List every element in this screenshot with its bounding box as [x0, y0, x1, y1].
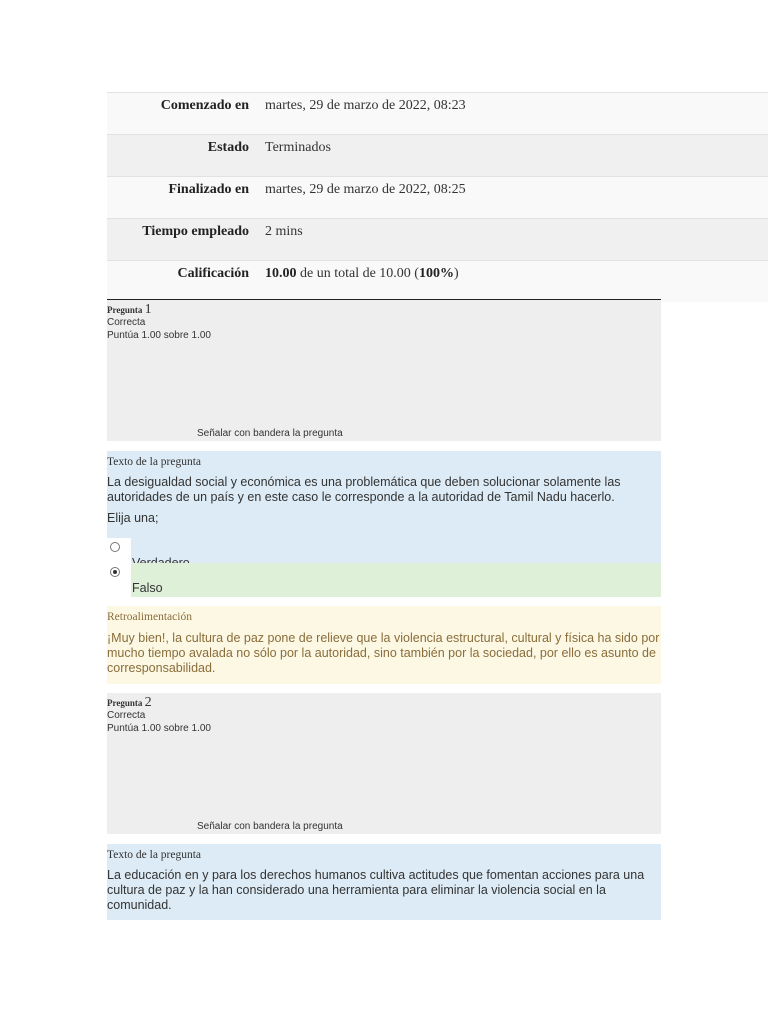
answer-prompt: Elija una;: [107, 511, 159, 525]
feedback-caption: Retroalimentación: [107, 611, 192, 623]
question-2-heading: [107, 697, 661, 709]
summary-row-grade: [107, 260, 768, 302]
question-points: Puntúa 1.00 sobre 1.00: [107, 330, 211, 341]
flag-question-link[interactable]: Señalar con bandera la pregunta: [197, 821, 343, 832]
attempt-summary-table: [107, 92, 768, 302]
question-status: Correcta: [107, 710, 146, 721]
question-1-heading: [107, 304, 661, 316]
summary-label: Tiempo empleado: [142, 224, 249, 239]
summary-value: martes, 29 de marzo de 2022, 08:25: [265, 182, 466, 197]
summary-row-finished: [107, 176, 768, 218]
question-word: Pregunta: [107, 305, 143, 315]
summary-value: Terminados: [265, 140, 331, 155]
grade-close: ): [453, 266, 459, 281]
summary-label: Estado: [207, 140, 249, 155]
radio-button-checked[interactable]: [110, 567, 120, 577]
question-2-text-block: [107, 844, 661, 920]
question-status: Correcta: [107, 317, 146, 328]
grade-total: de un total de 10.00 (: [296, 266, 419, 281]
question-1-info: [107, 300, 661, 441]
summary-value: martes, 29 de marzo de 2022, 08:23: [265, 98, 466, 113]
summary-label: Finalizado en: [168, 182, 249, 197]
question-text-caption: Texto de la pregunta: [107, 849, 202, 861]
summary-label: Calificación: [177, 266, 249, 281]
answer-option-label[interactable]: Falso: [132, 581, 163, 595]
grade-percent: 100%: [418, 266, 454, 281]
question-text: La educación en y para los derechos humanos cultiva actitudes que fomentan acciones para una cultura de paz y la han considerado una herramienta para eliminar la violencia social en la comunidad.: [107, 868, 645, 912]
question-points: Puntúa 1.00 sobre 1.00: [107, 723, 211, 734]
radio-button[interactable]: [110, 542, 120, 552]
question-number: 2: [144, 695, 152, 710]
question-text: La desigualdad social y económica es una problemática que deben solucionar solamente las autoridades de un país y en este caso le corresponde a la autoridad de Tamil Nadu hacerlo.: [107, 475, 621, 504]
radio-box: [107, 563, 131, 597]
flag-question-link[interactable]: Señalar con bandera la pregunta: [197, 428, 343, 439]
summary-label: Comenzado en: [160, 98, 249, 113]
grade-score: 10.00: [265, 266, 297, 281]
summary-row-time-taken: [107, 218, 768, 260]
question-word: Pregunta: [107, 698, 143, 708]
answer-option-false[interactable]: [107, 563, 661, 597]
feedback-text: ¡Muy bien!, la cultura de paz pone de relieve que la violencia estructural, cultural y física ha sido por mucho tiempo avalada no sólo por la autoridad, sino también por la sociedad, por ello es asunto de corresponsabilidad.: [107, 631, 660, 675]
summary-value: 2 mins: [265, 224, 303, 239]
question-2-info: [107, 693, 661, 834]
grade-value: [249, 261, 459, 282]
question-text-caption: Texto de la pregunta: [107, 456, 202, 468]
question-number: 1: [144, 302, 152, 317]
summary-row-started: [107, 92, 768, 134]
summary-row-state: [107, 134, 768, 176]
question-1-feedback: [107, 606, 661, 684]
